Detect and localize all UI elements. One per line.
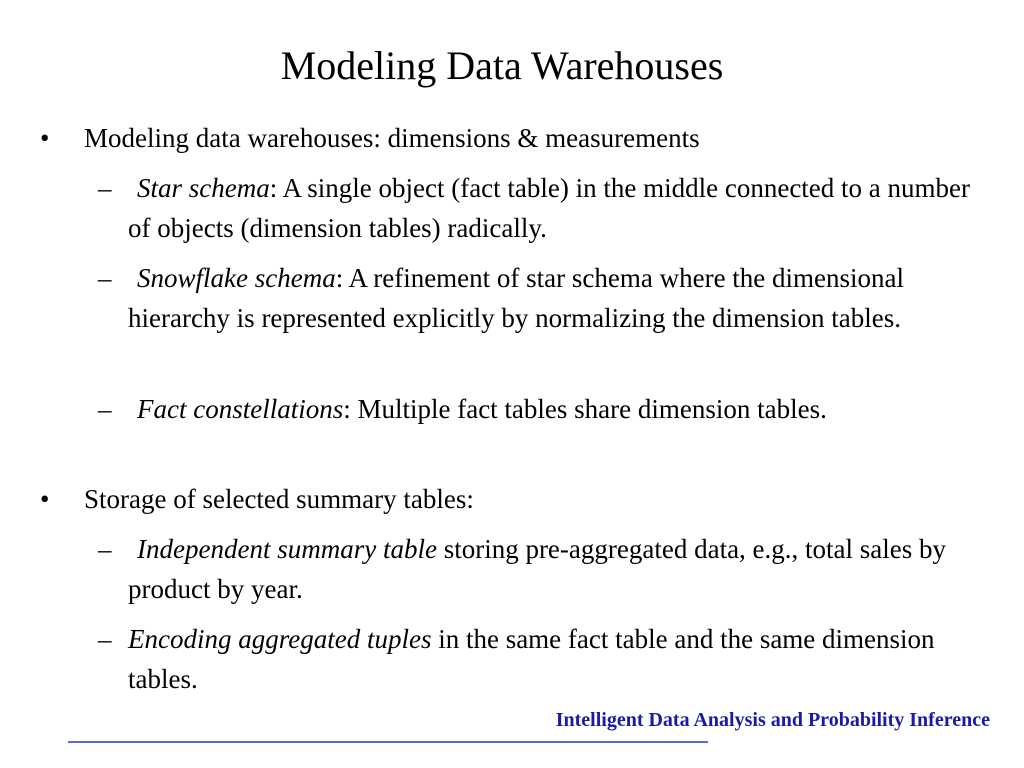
bullet-marker: • <box>40 484 50 514</box>
sub-bullet-independent-summary-table <box>128 529 998 609</box>
sub-bullet-text: : A refinement of star schema where the dimensional hierarchy is represented explicitly by normalizing the dimension tables. <box>128 263 905 333</box>
sub-bullet-text: in the same fact table and the same dimension tables. <box>128 624 935 694</box>
slide-title: Modeling Data Warehouses <box>280 43 724 88</box>
sub-bullet-marker: – <box>98 534 112 564</box>
sub-bullet-marker: – <box>98 173 112 203</box>
bullet-text: Storage of selected summary tables: <box>84 484 474 514</box>
sub-bullet-marker: – <box>98 624 112 654</box>
sub-bullet-star-schema <box>128 168 998 248</box>
sub-bullet-fact-constellations <box>128 389 998 429</box>
footer-divider <box>68 741 708 743</box>
bullet-text: Modeling data warehouses: dimensions & measurements <box>84 123 700 153</box>
term-star-schema: Star schema <box>137 173 270 203</box>
sub-bullet-text: storing pre-aggregated data, e.g., total sales by product by year. <box>128 534 947 604</box>
sub-bullet-encoding-aggregated-tuples <box>128 619 998 699</box>
term-snowflake-schema: Snowflake schema <box>137 263 336 293</box>
sub-bullet-marker: – <box>98 263 112 293</box>
sub-bullet-marker: – <box>98 394 112 424</box>
sub-bullet-text: : Multiple fact tables share dimension tables. <box>343 394 827 424</box>
term-fact-constellations: Fact constellations <box>137 394 344 424</box>
term-independent-summary-table: Independent summary table <box>137 534 437 564</box>
term-encoding-aggregated-tuples: Encoding aggregated tuples <box>128 624 432 654</box>
sub-bullet-snowflake-schema <box>128 258 998 338</box>
sub-bullet-text: : A single object (fact table) in the middle connected to a number of objects (dimension tables) radically. <box>128 173 971 243</box>
footer-course-title: Intelligent Data Analysis and Probability Inference <box>555 709 990 731</box>
bullet-marker: • <box>40 123 50 153</box>
